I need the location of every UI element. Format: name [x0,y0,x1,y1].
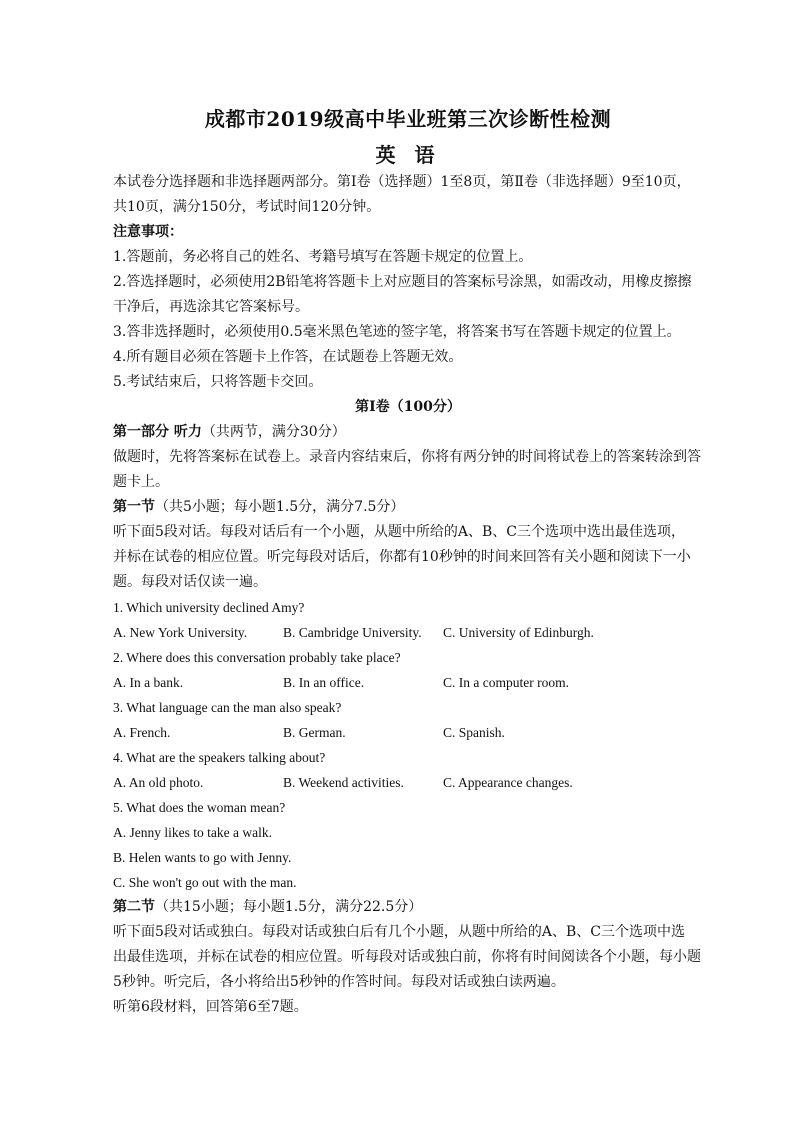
part-desc: 做题时，先将答案标在试卷上。录音内容结束后，你将有两分钟的时间将试卷上的答案转涂到答 [113,449,701,465]
option-a: A. In a bank. [113,675,184,690]
option-b: B. In an office. [283,675,365,690]
option-c: C. Spanish. [443,725,505,740]
option-b: B. Cambridge University. [283,625,422,640]
exam-page [113,96,703,1020]
section-heading-detail: （共5小题；每小题1.5分，满分7.5分） [155,499,405,515]
question-options [113,670,703,695]
question-stem: 2. Where does this conversation probably take place? [113,650,401,665]
option-b: B. German. [283,725,346,740]
subject-title: 英 语 [375,143,441,167]
option-a: A. French. [113,725,171,740]
part-heading-label: 第一部分 听力 [113,424,202,440]
section-heading-detail: （共15小题；每小题1.5分，满分22.5分） [155,899,423,915]
question-options [113,770,703,795]
intro-line: 本试卷分选择题和非选择题两部分。第Ⅰ卷（选择题）1至8页，第Ⅱ卷（非选择题）9至10页， [113,174,691,190]
section-heading [113,895,703,920]
question-stem: 3. What language can the man also speak? [113,700,342,715]
section-desc: 题。每段对话仅读一遍。 [113,574,267,590]
section-heading-label: 第二节 [113,899,155,915]
question-stem: 5. What does the woman mean? [113,800,286,815]
part-desc: 题卡上。 [113,474,169,490]
section-desc: 听下面5段对话。每段对话后有一个小题，从题中所给的A、B、C三个选项中选出最佳选项， [113,524,686,540]
notes-heading: 注意事项： [113,224,183,240]
option-c: C. Appearance changes. [443,775,573,790]
question-options [113,720,703,745]
option-a: A. An old photo. [113,775,204,790]
question-stem: 4. What are the speakers talking about? [113,750,326,765]
note-item: 1.答题前，务必将自己的姓名、考籍号填写在答题卡规定的位置上。 [113,249,533,265]
intro-line: 共10页，满分150分，考试时间120分钟。 [113,199,381,215]
option-b: B. Weekend activities. [283,775,404,790]
note-item: 5.考试结束后，只将答题卡交回。 [113,374,323,390]
part-heading-detail: （共两节，满分30分） [201,424,346,440]
volume-heading: 第Ⅰ卷（100分） [355,399,461,415]
question-options [113,620,703,645]
option-c: C. She won't go out with the man. [113,875,297,890]
note-item: 3.答非选择题时，必须使用0.5毫米黑色笔迹的签字笔，将答案书写在答题卡规定的位置上。 [113,324,681,340]
section-desc: 听下面5段对话或独白。每段对话或独白后有几个小题，从题中所给的A、B、C三个选项中选 [113,924,686,940]
section-desc: 并标在试卷的相应位置。听完每段对话后，你都有10秒钟的时间来回答有关小题和阅读下一小 [113,549,691,565]
option-b: B. Helen wants to go with Jenny. [113,850,292,865]
option-a: A. Jenny likes to take a walk. [113,825,272,840]
option-c: C. University of Edinburgh. [443,625,594,640]
note-item: 2.答选择题时，必须使用2B铅笔将答题卡上对应题目的答案标号涂黑，如需改动，用橡皮擦擦 [113,274,692,290]
part-heading [113,420,703,445]
note-item: 4.所有题目必须在答题卡上作答，在试题卷上答题无效。 [113,349,463,365]
section-desc: 出最佳选项，并标在试卷的相应位置。听每段对话或独白前，你将有时间阅读各个小题，每小题 [113,949,701,965]
section-desc: 听第6段材料，回答第6至7题。 [113,999,308,1015]
question-stem: 1. Which university declined Amy? [113,600,305,615]
section-heading [113,495,703,520]
note-item: 干净后，再选涂其它答案标号。 [113,299,309,315]
section-heading-label: 第一节 [113,499,155,515]
option-a: A. New York University. [113,625,248,640]
exam-title: 成都市2019级高中毕业班第三次诊断性检测 [204,107,612,131]
section-desc: 5秒钟。听完后，各小将给出5秒钟的作答时间。每段对话或独白读两遍。 [113,974,565,990]
option-c: C. In a computer room. [443,675,569,690]
